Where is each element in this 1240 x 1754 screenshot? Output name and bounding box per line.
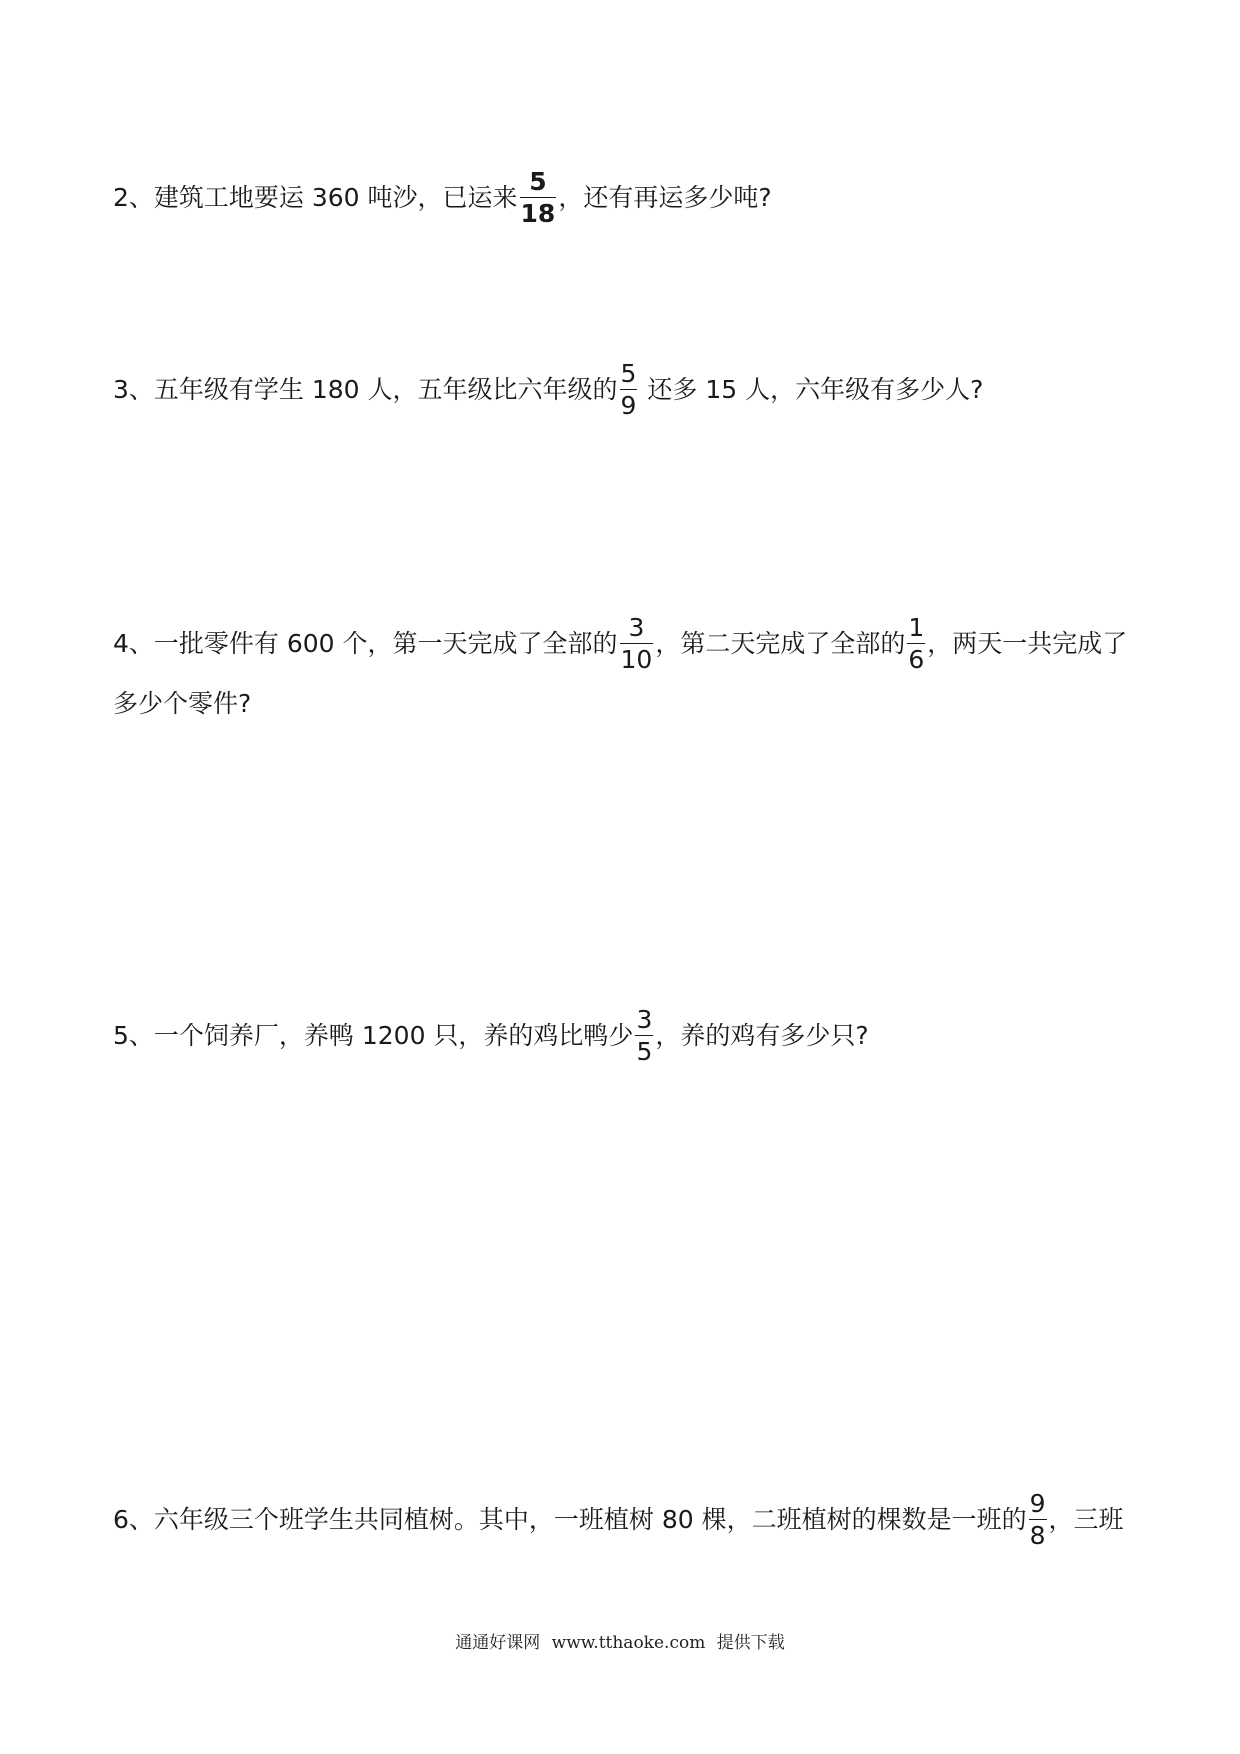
problem-4-text-after: ，两天一共完成了 — [927, 629, 1128, 658]
fraction-numerator: 3 — [620, 615, 654, 644]
problem-4-text-middle: ，第二天完成了全部的 — [655, 629, 906, 658]
footer-url: www.tthaoke.com — [551, 1633, 706, 1653]
problem-2-text-before: 2、建筑工地要运 360 吨沙，已运来 — [113, 183, 518, 212]
problem-5-text-after: ，养的鸡有多少只? — [655, 1021, 869, 1050]
footer-site-name: 通通好课网 — [455, 1633, 541, 1653]
problem-4-text-before: 4、一批零件有 600 个，第一天完成了全部的 — [113, 629, 618, 658]
fraction-numerator: 9 — [1029, 1488, 1046, 1518]
fraction-numerator: 3 — [636, 1004, 653, 1034]
problem-3-text-after: 还多 15 人，六年级有多少人? — [639, 375, 984, 404]
problem-5 — [113, 1004, 1133, 1068]
fraction-numerator: 5 — [520, 169, 557, 198]
problem-3-text-before: 3、五年级有学生 180 人，五年级比六年级的 — [113, 375, 618, 404]
fraction-9-8 — [1029, 1488, 1047, 1550]
fraction-3-5 — [635, 1004, 653, 1066]
fraction-3-10 — [620, 612, 654, 674]
fraction-5-9 — [620, 358, 638, 420]
fraction-5-18 — [520, 166, 557, 228]
fraction-denominator: 9 — [620, 390, 637, 420]
problem-3 — [113, 358, 1133, 422]
fraction-1-6 — [907, 612, 925, 674]
page-footer — [0, 1628, 1240, 1653]
problem-6-text-before: 6、六年级三个班学生共同植树。其中，一班植树 80 棵，二班植树的棵数是一班的 — [113, 1505, 1027, 1534]
problem-6-text-after: ，三班 — [1048, 1505, 1124, 1534]
problem-2-text-after: ，还有再运多少吨? — [558, 183, 772, 212]
fraction-denominator: 10 — [620, 644, 653, 674]
fraction-numerator: 1 — [908, 612, 925, 642]
problem-4 — [113, 612, 1133, 736]
problem-2 — [113, 166, 1133, 230]
fraction-denominator: 18 — [520, 198, 556, 228]
footer-suffix: 提供下载 — [716, 1633, 785, 1653]
fraction-denominator: 5 — [636, 1036, 653, 1066]
fraction-numerator: 5 — [620, 358, 637, 388]
fraction-denominator: 6 — [908, 644, 925, 674]
problem-6 — [113, 1488, 1133, 1552]
fraction-denominator: 8 — [1029, 1520, 1046, 1550]
problem-5-text-before: 5、一个饲养厂，养鸭 1200 只，养的鸡比鸭少 — [113, 1021, 634, 1050]
problem-4-line-2: 多少个零件? — [113, 689, 252, 718]
